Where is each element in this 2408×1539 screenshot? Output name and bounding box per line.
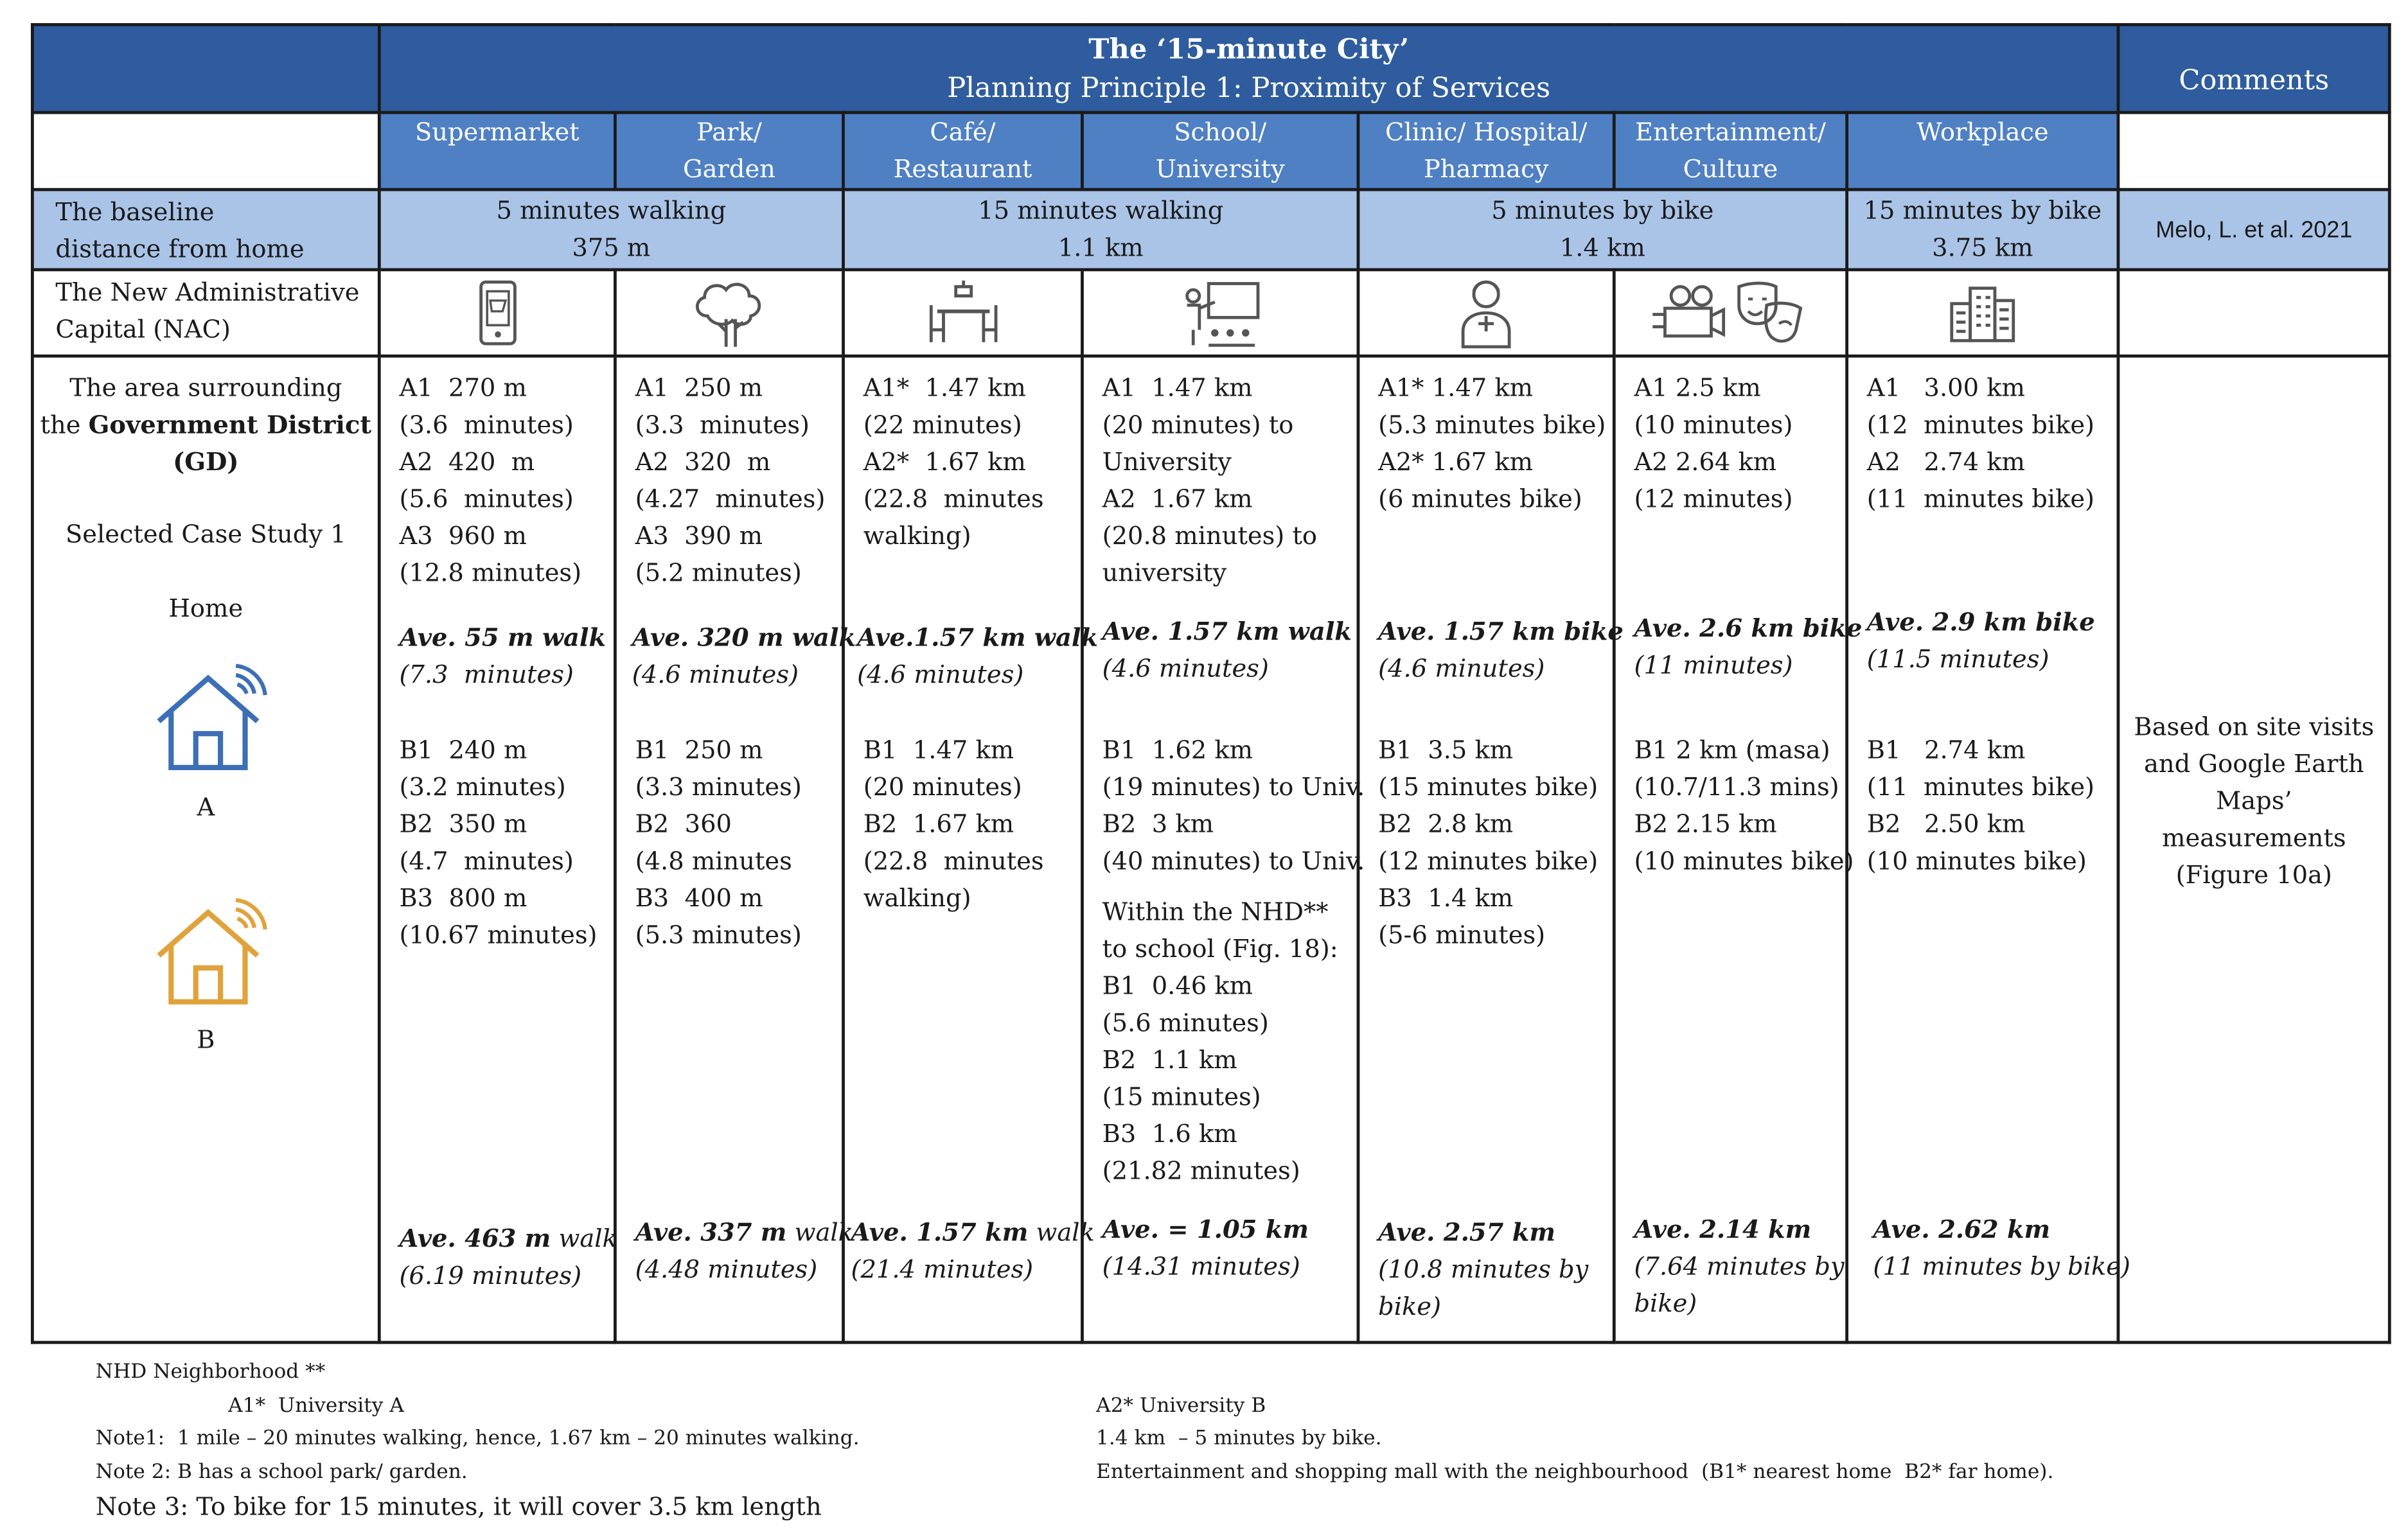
category-clinic: Clinic/ Hospital/ Pharmacy [1358,112,1614,189]
category-school: School/ University [1082,112,1358,189]
proximity-table [31,23,2391,1344]
selected-case-label: Selected Case Study 1 [65,519,346,549]
workplace-cell [1847,356,2130,1342]
home-label: Home [168,593,243,623]
clinic-a-list: A1* 1.47 km (5.3 minutes bike) A2* 1.67 km (6 minutes bike) [1378,373,1606,514]
category-blank [32,112,379,189]
entertainment-a-average: Ave. 2.6 km bike (11 minutes) [1634,613,1863,680]
supermarket-final-average: Ave. 463 m walk (6.19 minutes) [399,1224,617,1290]
school-b-list: B1 1.62 km (19 minutes) to Univ. B2 3 km (40 minutes) to Univ. [1102,735,1365,875]
workplace-b-list: B1 2.74 km (11 minutes bike) B2 2.50 km (10 minutes bike) [1866,735,2095,875]
area-line-1: The area surrounding [69,373,342,403]
entertainment-cell [1614,356,1863,1342]
supermarket-a-list: A1 270 m (3.6 minutes) A2 420 m (5.6 minutes) A3 960 m (12.8 minutes) [399,373,582,588]
school-a-average: Ave. 1.57 km walk (4.6 minutes) [1102,616,1352,683]
baseline-bike-15: 15 minutes by bike 3.75 km [1847,189,2119,270]
cafe-final-average: Ave. 1.57 km walk (21.4 minutes) [851,1217,1095,1284]
baseline-walk-15: 15 minutes walking 1.1 km [844,189,1358,270]
category-supermarket: Supermarket [379,112,615,189]
phone-store-icon [379,270,615,356]
category-cafe: Café/ Restaurant [844,112,1083,189]
clinic-a-average: Ave. 1.57 km bike (4.6 minutes) [1378,616,1624,683]
supermarket-a-average: Ave. 55 m walk (7.3 minutes) [399,622,606,689]
category-comments-blank [2118,112,2389,189]
comment-text: Based on site visits and Google Earth Maps’ measurements (Figure 10a) [2134,712,2375,890]
school-cell [1082,356,1365,1342]
subtitle: Planning Principle 1: Proximity of Services [947,71,1551,104]
area-line-3: (GD) [173,446,239,477]
home-b-label: B [197,1025,215,1055]
supermarket-cell [379,356,615,1342]
workplace-final-average: Ave. 2.62 km (11 minutes by bike) [1873,1214,2130,1281]
school-a-list: A1 1.47 km (20 minutes) to University A2 1.67 km (20.8 minutes) to university [1102,373,1318,588]
category-park: Park/ Garden [615,112,843,189]
note-2: Note 2: B has a school park/ garden. [95,1461,468,1484]
comments-header: Comments [2118,24,2389,112]
doctor-icon [1358,270,1614,356]
home-a-icon [34,666,378,788]
park-a-average: Ave. 320 m walk (4.6 minutes) [632,622,856,689]
supermarket-b-list: B1 240 m (3.2 minutes) B2 350 m (4.7 minutes) B3 800 m (10.67 minutes) [399,735,598,950]
workplace-a-list: A1 3.00 km (12 minutes bike) A2 2.74 km (11 minutes bike) [1866,373,2095,514]
entertainment-b-list: B1 2 km (masa) (10.7/11.3 mins) B2 2.15 km (10 minutes bike) [1634,735,1854,875]
note-1: Note1: 1 mile – 20 minutes walking, hence, 1.67 km – 20 minutes walking. [95,1427,860,1450]
baseline-bike-5: 5 minutes by bike 1.4 km [1358,189,1847,270]
clinic-cell [1358,356,1624,1342]
category-entertainment: Entertainment/ Culture [1614,112,1846,189]
camera-theater-masks-icon [1614,270,1846,356]
cafe-cell [844,356,1099,1342]
table-dining-icon [844,270,1083,356]
note-bike: 1.4 km – 5 minutes by bike. [1096,1427,1382,1450]
nac-comments-blank [2118,270,2389,356]
buildings-icon [1847,270,2119,356]
category-workplace: Workplace [1847,112,2119,189]
baseline-reference: Melo, L. et al. 2021 [2118,189,2389,270]
title: The ‘15-minute City’ [1088,33,1410,66]
nac-label: The New Administrative Capital (NAC) [32,270,379,356]
cafe-a-average: Ave.1.57 km walk (4.6 minutes) [857,622,1099,689]
corner-cell [32,24,379,112]
case-study-cell [32,356,379,1342]
cafe-b-list: B1 1.47 km (20 minutes) B2 1.67 km (22.8 minutes walking) [863,735,1044,913]
clinic-b-list: B1 3.5 km (15 minutes bike) B2 2.8 km (12 minutes bike) B3 1.4 km (5-6 minutes) [1378,735,1598,950]
note-nhd: NHD Neighborhood ** [95,1360,326,1384]
park-a-list: A1 250 m (3.3 minutes) A2 320 m (4.27 minutes) A3 390 m (5.2 minutes) [635,373,826,588]
school-final-average: Ave. = 1.05 km (14.31 minutes) [1102,1214,1309,1281]
note-a1: A1* University A [228,1394,404,1418]
home-b-icon [34,900,378,1022]
note-entertainment: Entertainment and shopping mall with the neighbourhood (B1* nearest home B2* far home). [1096,1461,2054,1484]
workplace-a-average: Ave. 2.9 km bike (11.5 minutes) [1866,607,2095,674]
entertainment-final-average: Ave. 2.14 km (7.64 minutes by bike) [1634,1214,1845,1318]
cafe-a-list: A1* 1.47 km (22 minutes) A2* 1.67 km (22.8 minutes walking) [863,373,1044,550]
note-3: Note 3: To bike for 15 minutes, it will cover 3.5 km length [95,1491,822,1522]
baseline-walk-5: 5 minutes walking 375 m [379,189,843,270]
area-line-2: the Government District [40,410,372,439]
clinic-final-average: Ave. 2.57 km (10.8 minutes by bike) [1378,1217,1589,1321]
table-title [379,24,2118,112]
note-a2: A2* University B [1096,1394,1266,1418]
tree-icon [615,270,843,356]
park-b-list: B1 250 m (3.3 minutes) B2 360 (4.8 minutes B3 400 m (5.3 minutes) [635,735,802,950]
park-cell [615,356,856,1342]
home-a-label: A [197,792,215,822]
baseline-label: The baseline distance from home [32,189,379,270]
comment-cell [2118,356,2389,1342]
entertainment-a-list: A1 2.5 km (10 minutes) A2 2.64 km (12 minutes) [1634,373,1793,514]
park-final-average: Ave. 337 m walk (4.48 minutes) [635,1217,853,1284]
teacher-class-icon [1082,270,1358,356]
school-b-nhd-list: Within the NHD** to school (Fig. 18): B1 0.46 km (5.6 minutes) B2 1.1 km (15 minutes) B3 1.6 km (21.82 minutes) [1102,897,1338,1186]
